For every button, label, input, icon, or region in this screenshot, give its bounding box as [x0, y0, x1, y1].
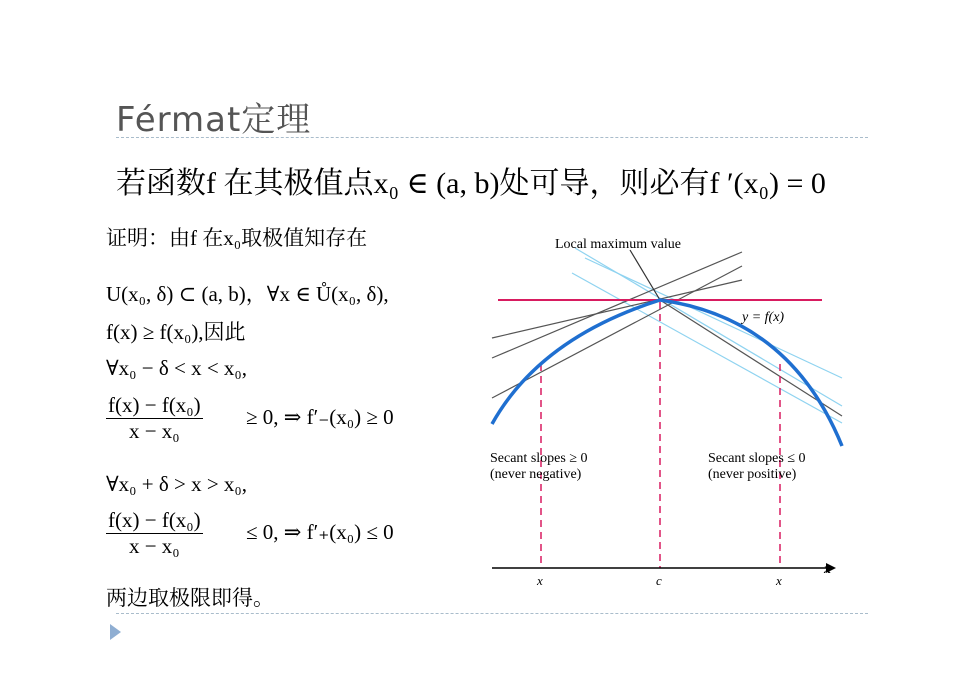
right-derivative-result: ≤ 0, ⇒ f′₊(x₀) ≤ 0 — [246, 520, 394, 544]
secant-line-dark-1 — [492, 252, 742, 358]
difference-quotient-1 — [106, 393, 203, 444]
tick-label-left-x: x — [537, 573, 543, 588]
secant-line-dark-2 — [492, 266, 742, 398]
next-slide-arrow-icon[interactable] — [110, 624, 121, 640]
secant-line-light-2 — [585, 258, 842, 378]
theorem-statement: 若函数f 在其极值点x₀ ∈ (a, b)处可导，则必有f ′(x₀) = 0 — [116, 167, 826, 200]
curve-label: y = f(x) — [742, 310, 785, 325]
axis-label-x: x — [824, 562, 831, 577]
right-note-line-1: Secant slopes ≤ 0 — [708, 451, 806, 466]
secant-line-light-3 — [572, 273, 842, 423]
left-derivative-result: ≥ 0, ⇒ f′₋(x₀) ≥ 0 — [246, 405, 394, 429]
fraction-denominator: x − x₀ — [128, 534, 180, 558]
left-note-line-1: Secant slopes ≥ 0 — [490, 451, 588, 466]
left-note-line-2: (never negative) — [490, 467, 582, 482]
local-max-label: Local maximum value — [555, 237, 681, 252]
difference-quotient-2 — [106, 508, 203, 559]
right-note-line-2: (never positive) — [708, 467, 797, 482]
tick-label-c: c — [656, 573, 662, 588]
proof-line-4: ∀x₀ − δ < x < x₀, — [106, 356, 247, 380]
function-curve — [492, 300, 842, 446]
fraction-numerator: f(x) − f(x₀) — [108, 393, 201, 417]
fraction-denominator: x − x₀ — [128, 419, 180, 443]
proof-line-5: ∀x₀ + δ > x > x₀, — [106, 472, 247, 496]
proof-line-1: 证明：由f 在x₀取极值知存在 — [106, 226, 368, 250]
proof-line-2: U(x₀, δ) ⊂ (a, b)，∀x ∈ Ů(x₀, δ), — [106, 282, 389, 306]
title-divider — [116, 137, 868, 138]
page-title: Férmat定理 — [116, 100, 312, 140]
fermat-figure — [480, 228, 850, 598]
tick-label-right-x: x — [776, 573, 782, 588]
proof-conclusion: 两边取极限即得。 — [106, 586, 274, 610]
fraction-numerator: f(x) − f(x₀) — [108, 508, 201, 532]
footer-divider — [116, 613, 868, 614]
proof-line-3: f(x) ≥ f(x₀),因此 — [106, 320, 246, 344]
